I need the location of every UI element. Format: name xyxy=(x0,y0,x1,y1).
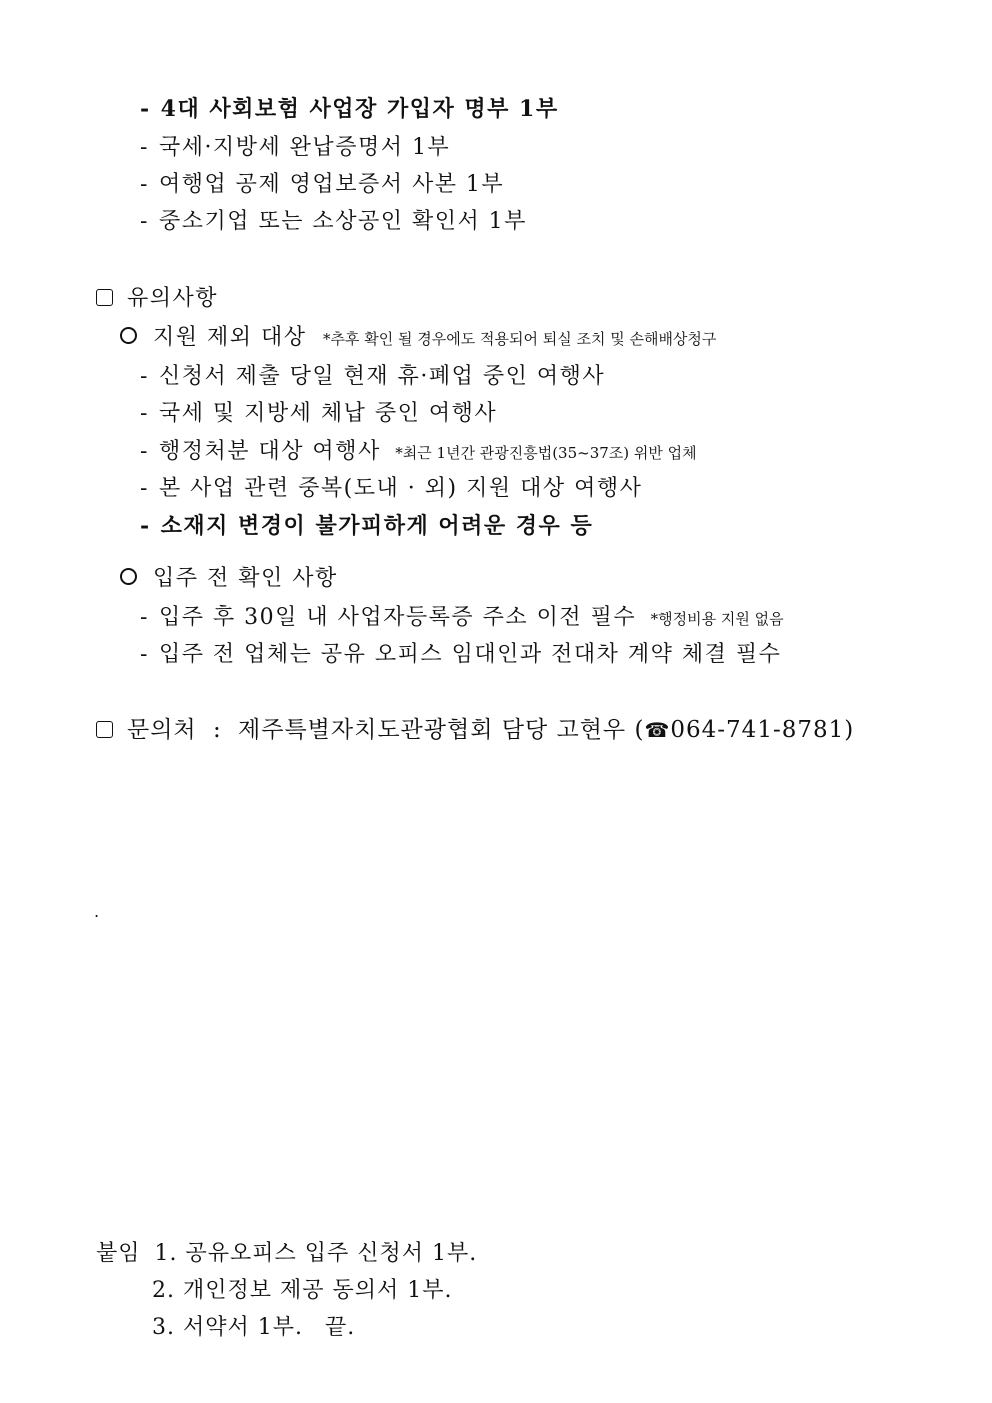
attachments-label: 붙임 xyxy=(96,1241,141,1266)
exclusion-item-text: 신청서 제출 당일 현재 휴·폐업 중인 여행사 xyxy=(158,364,606,389)
dash: - xyxy=(140,209,149,234)
dash: - xyxy=(140,642,149,667)
exclusion-item-text: 본 사업 관련 중복(도내 · 외) 지원 대상 여행사 xyxy=(158,476,643,501)
contact-label: 문의처 xyxy=(127,717,197,743)
dash: - xyxy=(140,605,149,630)
dash: - xyxy=(140,401,149,426)
doc-list-item-text: 4대 사회보험 사업장 가입자 명부 1부 xyxy=(160,96,559,122)
dash: - xyxy=(140,439,149,464)
contact-phone: (☎064-741-8781) xyxy=(634,717,855,743)
move-in-item-note: *행정비용 지원 없음 xyxy=(650,610,784,628)
attachment-item: 3. 서약서 1부. xyxy=(152,1315,303,1340)
attachment-item: 2. 개인정보 제공 동의서 1부. xyxy=(152,1278,453,1303)
subsection-note: *추후 확인 될 경우에도 적용되어 퇴실 조치 및 손해배상청구 xyxy=(323,330,717,348)
contact-line xyxy=(96,711,854,744)
circle-bullet-icon xyxy=(120,568,137,585)
subsection-heading-exclusion xyxy=(120,320,716,351)
section-heading-notes xyxy=(96,281,218,312)
exclusion-item xyxy=(140,359,605,390)
exclusion-item xyxy=(140,396,497,427)
checkbox-square-icon xyxy=(96,721,113,738)
checkbox-square-icon xyxy=(96,289,113,306)
exclusion-item xyxy=(140,509,593,540)
end-mark: 끝. xyxy=(324,1315,356,1340)
doc-list-item xyxy=(140,204,527,235)
exclusion-item-note: *최근 1년간 관광진흥법(35~37조) 위반 업체 xyxy=(395,444,697,462)
dash: - xyxy=(140,135,149,160)
doc-list-item xyxy=(140,130,450,161)
dash: - xyxy=(140,172,149,197)
move-in-item xyxy=(140,637,781,668)
dash: - xyxy=(140,364,149,389)
doc-list-item-text: 여행업 공제 영업보증서 사본 1부 xyxy=(158,172,505,197)
attachment-item: 1. 공유오피스 입주 신청서 1부. xyxy=(154,1241,478,1266)
move-in-item-text: 입주 전 업체는 공유 오피스 임대인과 전대차 계약 체결 필수 xyxy=(158,642,782,667)
attachments-line xyxy=(96,1236,477,1267)
exclusion-item xyxy=(140,471,642,502)
telephone-icon: ☎ xyxy=(644,718,671,742)
exclusion-item-text: 국세 및 지방세 체납 중인 여행사 xyxy=(158,401,498,426)
stray-dot: . xyxy=(94,902,101,921)
exclusion-item-text: 행정처분 대상 여행사 xyxy=(158,439,381,464)
doc-list-item xyxy=(140,167,504,198)
move-in-item xyxy=(140,600,784,631)
section-title: 유의사항 xyxy=(127,286,219,311)
contact-org: 제주특별자치도관광협회 담당 고현우 xyxy=(238,717,627,743)
contact-separator: : xyxy=(212,717,222,743)
move-in-item-text: 입주 후 30일 내 사업자등록증 주소 이전 필수 xyxy=(158,605,637,630)
dash: - xyxy=(140,96,151,122)
subsection-title: 입주 전 확인 사항 xyxy=(153,566,338,591)
exclusion-item-text: 소재지 변경이 불가피하게 어려운 경우 등 xyxy=(160,513,594,539)
exclusion-item xyxy=(140,434,697,465)
attachments-last-line xyxy=(152,1310,355,1341)
doc-list-item-text: 국세·지방세 완납증명서 1부 xyxy=(158,135,451,160)
contact-phone-number: 064-741-8781 xyxy=(670,717,845,743)
dash: - xyxy=(140,476,149,501)
circle-bullet-icon xyxy=(120,327,137,344)
doc-list-item-text: 중소기업 또는 소상공인 확인서 1부 xyxy=(158,209,527,234)
doc-list-item xyxy=(140,92,559,123)
subsection-heading-move-in xyxy=(120,561,338,592)
dash: - xyxy=(140,513,151,539)
subsection-title: 지원 제외 대상 xyxy=(153,325,307,350)
